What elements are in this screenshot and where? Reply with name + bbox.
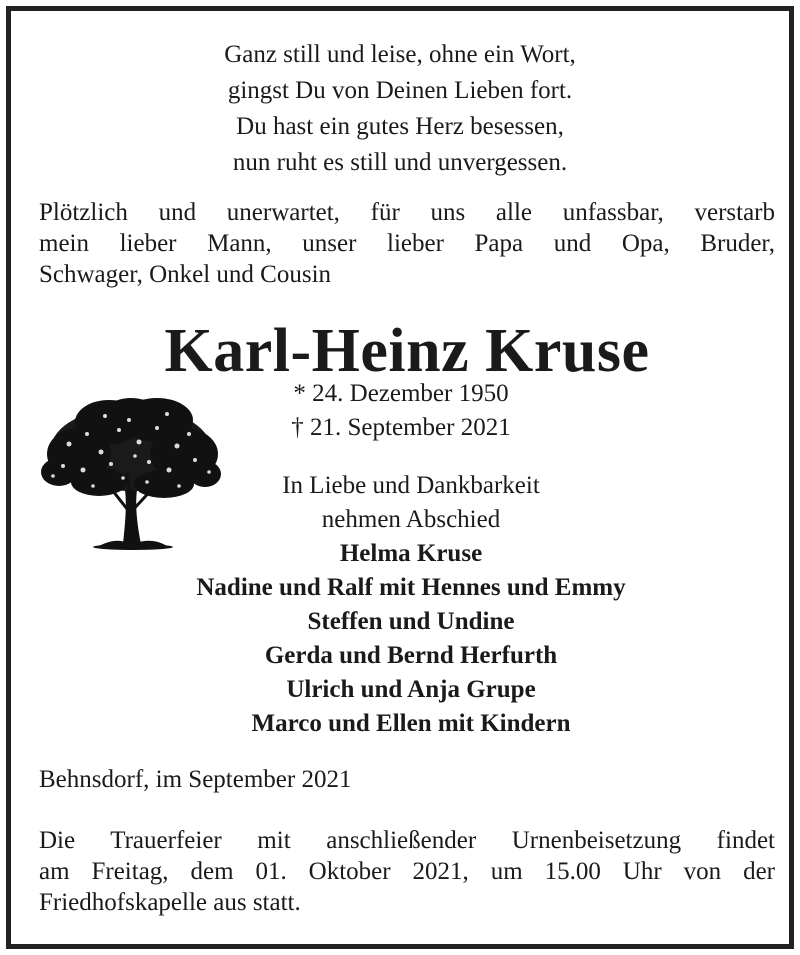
poem-line: Ganz still und leise, ohne ein Wort, (224, 41, 576, 68)
mourners-list (61, 537, 761, 741)
mourner-entry: Nadine und Ralf mit Hennes und Emmy (196, 574, 626, 601)
intro-line: Schwager, Onkel und Cousin (39, 261, 332, 288)
mourner-entry: Gerda und Bernd Herfurth (264, 642, 558, 669)
mourner-entry: Ulrich und Anja Grupe (286, 676, 536, 703)
poem-line: nun ruht es still und unvergessen. (232, 149, 568, 176)
place-date: Behnsdorf, im September 2021 (39, 766, 352, 793)
ceremony-line: Friedhofskapelle aus statt. (39, 889, 301, 916)
poem-line: Du hast ein gutes Herz besessen, (236, 113, 564, 140)
death-date: † 21. September 2021 (291, 414, 511, 441)
intro-line: Plötzlich und unerwartet, für uns alle unfassbar, verstarb (39, 199, 775, 226)
farewell-line: In Liebe und Dankbarkeit (282, 472, 540, 499)
intro-text (39, 197, 775, 290)
mourner-entry: Steffen und Undine (307, 608, 515, 635)
mourner-entry: Marco und Ellen mit Kindern (251, 710, 571, 737)
ceremony-line: Die Trauerfeier mit anschließender Urnenbeisetzung findet (39, 827, 775, 854)
intro-line: mein lieber Mann, unser lieber Papa und Opa, Bruder, (39, 230, 775, 257)
poem-line: gingst Du von Deinen Lieben fort. (227, 77, 573, 104)
deceased-name: Karl-Heinz Kruse (164, 317, 650, 385)
poem (11, 37, 789, 181)
mourner-entry: Helma Kruse (339, 540, 483, 567)
birth-date: * 24. Dezember 1950 (293, 380, 509, 407)
farewell-line: nehmen Abschied (321, 506, 501, 533)
life-dates (251, 377, 551, 445)
ceremony-text (39, 825, 775, 918)
farewell-text (111, 469, 711, 537)
ceremony-line: am Freitag, dem 01. Oktober 2021, um 15.00 Uhr von der (39, 858, 775, 885)
obituary-notice (6, 6, 794, 949)
